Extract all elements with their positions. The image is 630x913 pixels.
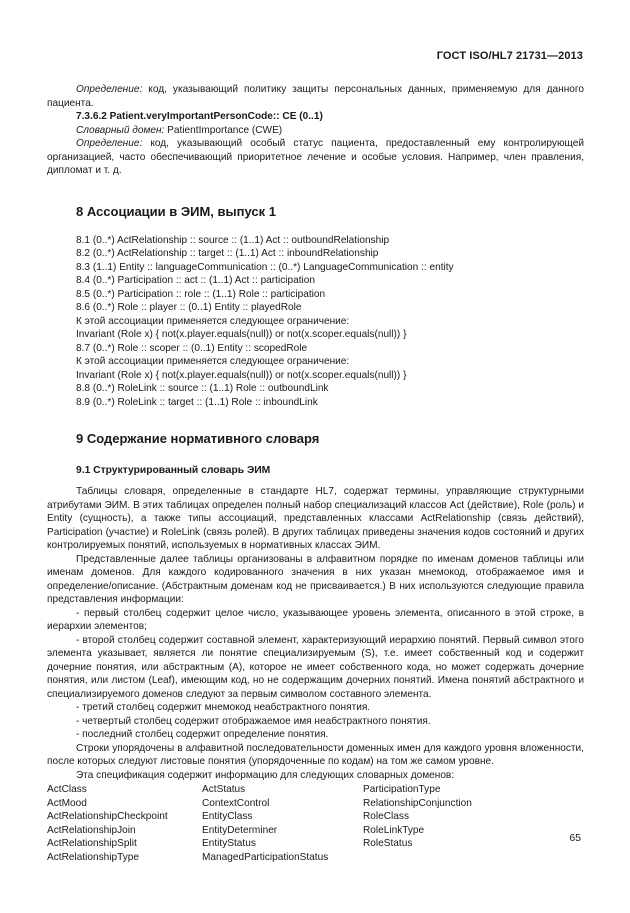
domain-item: ActRelationshipType bbox=[47, 851, 140, 863]
domain-item: RoleLinkType bbox=[363, 824, 425, 836]
section-8-title: 8 Ассоциации в ЭИМ, выпуск 1 bbox=[76, 203, 276, 219]
list-item: 8.4 (0..*) Participation :: act :: (1..1) Act :: participation bbox=[76, 275, 315, 286]
paragraph: Таблицы словаря, определенные в стандарте HL7, содержат термины, управляющие структурными атрибутами ЭИМ. В этих таблицах определен полный набор специализаций классов Act (действие), Role (роль) и Entity (сущность), а также типы ассоциаций, представленных классами ActRelationship (связь действий), Participation (участие) и RoleLink (связь ролей). В других таблицах приведены значения кодов состояний и других контролируемых понятий, используемых в нормативных классах ЭИМ. bbox=[47, 486, 584, 551]
domain-label: Словарный домен: bbox=[76, 124, 165, 136]
domain-text: PatientImportance (CWE) bbox=[164, 124, 283, 136]
bullet-item: - последний столбец содержит определение понятия. bbox=[76, 729, 329, 740]
domain-item: ContextControl bbox=[202, 797, 270, 809]
domain-item: EntityDeterminer bbox=[202, 824, 278, 836]
domain-item: RelationshipConjunction bbox=[363, 797, 472, 809]
paragraph: Эта спецификация содержит информацию для следующих словарных доменов: bbox=[76, 769, 455, 781]
privacy-definition bbox=[47, 83, 584, 110]
domain-column-1 bbox=[47, 783, 202, 865]
list-item: 8.3 (1..1) Entity :: languageCommunication :: (0..*) LanguageCommunication :: entity bbox=[76, 261, 454, 273]
domain-column-3 bbox=[363, 783, 513, 865]
section-9-title: 9 Содержание нормативного словаря bbox=[76, 431, 320, 446]
bullet-item: - первый столбец содержит целое число, указывающее уровень элемента, описанного в этой строке, в иерархии элементов; bbox=[47, 607, 584, 632]
bullet-item: - четвертый столбец содержит отображаемое имя неабстрактного понятия. bbox=[76, 715, 431, 727]
definition-label: Определение: bbox=[76, 84, 143, 95]
list-item: 8.1 (0..*) ActRelationship :: source :: (1..1) Act :: outboundRelationship bbox=[76, 234, 390, 246]
list-item: 8.5 (0..*) Participation :: role :: (1..1) Role :: participation bbox=[76, 288, 326, 300]
domain-item: ActRelationshipSplit bbox=[47, 838, 137, 850]
vocabulary-domain bbox=[47, 124, 584, 138]
domain-item: EntityClass bbox=[202, 811, 253, 823]
definition-text: код, указывающий политику защиты персональных данных, применяемую для данного пациента. bbox=[47, 84, 584, 109]
domain-item: ActRelationshipCheckpoint bbox=[47, 811, 168, 823]
vip-code-heading: 7.3.6.2 Patient.veryImportantPersonCode:: CE (0..1) bbox=[76, 111, 323, 122]
definition-text: код, указывающий особый статус пациента, предоставленный ему контролирующей организацией, часто обеспечивающий приоритетное лечение и особые условия. Например, член правления, дипломат и т. д. bbox=[47, 138, 584, 176]
list-item: 8.7 (0..*) Role :: scoper :: (0..1) Entity :: scopedRole bbox=[76, 342, 308, 354]
paragraph: Строки упорядочены в алфавитной последовательности доменных имен для каждого уровня вложенности, после которых следуют листовые понятия (упорядоченные по кодам) на том же самом уровне. bbox=[47, 742, 584, 767]
page-content bbox=[47, 83, 584, 865]
definition-label: Определение: bbox=[76, 138, 143, 149]
paragraph: Представленные далее таблицы организованы в алфавитном порядке по именам доменов таблицы или именам доменов. Для каждого кодированного значения в них указан мнемокод, отображаемое имя и определение/описание. (Абстрактным доменам код не присваивается.) В них используются следующие правила представления информации: bbox=[47, 553, 584, 605]
domain-item: EntityStatus bbox=[202, 838, 256, 850]
bullet-item: - третий столбец содержит мнемокод неабстрактного понятия. bbox=[76, 702, 371, 713]
list-item: 8.6 (0..*) Role :: player :: (0..1) Entity :: playedRole bbox=[76, 302, 302, 313]
list-item: Invariant (Role x) { not(x.player.equals(null)) or not(x.scoper.equals(null)) } bbox=[76, 369, 407, 381]
list-item: Invariant (Role x) { not(x.player.equals(null)) or not(x.scoper.equals(null)) } bbox=[76, 329, 407, 340]
domain-item: ParticipationType bbox=[363, 784, 441, 795]
vip-definition bbox=[47, 137, 584, 178]
list-item: К этой ассоциации применяется следующее ограничение: bbox=[76, 315, 350, 327]
page-number: 65 bbox=[569, 832, 581, 844]
domain-item: ManagedParticipationStatus bbox=[202, 851, 329, 863]
domain-item: ActRelationshipJoin bbox=[47, 824, 136, 836]
bullet-item: - второй столбец содержит составной элемент, характеризующий иерархию понятий. Первый символ этого элемента указывает, является ли понятие специализируемым (S), т.е. имеет собственный код и содержит дочерние понятия, или абстрактным (A), которое не имеет собственного кода, но может содержать дочерние понятия, или листом (Leaf), имеющим код, но не содержащим дочерних понятий. Имена понятий абстрактного и специализируемого доменов следуют за первым символом составного элемента. bbox=[47, 634, 584, 700]
domain-column-2 bbox=[202, 783, 363, 865]
domain-item: ActMood bbox=[47, 797, 87, 809]
domain-item: ActStatus bbox=[202, 784, 246, 795]
list-item: 8.2 (0..*) ActRelationship :: target :: (1..1) Act :: inboundRelationship bbox=[76, 248, 379, 259]
list-item: 8.8 (0..*) RoleLink :: source :: (1..1) Role :: outboundLink bbox=[76, 383, 329, 394]
domain-item: RoleClass bbox=[363, 811, 409, 823]
associations-list bbox=[47, 234, 584, 410]
section-9-1-title: 9.1 Структурированный словарь ЭИМ bbox=[76, 465, 271, 476]
list-item: 8.9 (0..*) RoleLink :: target :: (1..1) Role :: inboundLink bbox=[76, 396, 318, 408]
list-item: К этой ассоциации применяется следующее ограничение: bbox=[76, 356, 350, 367]
domain-item: ActClass bbox=[47, 784, 87, 795]
domain-item: RoleStatus bbox=[363, 838, 413, 850]
domain-list bbox=[47, 783, 584, 865]
document-header: ГОСТ ISO/HL7 21731—2013 bbox=[436, 50, 583, 62]
